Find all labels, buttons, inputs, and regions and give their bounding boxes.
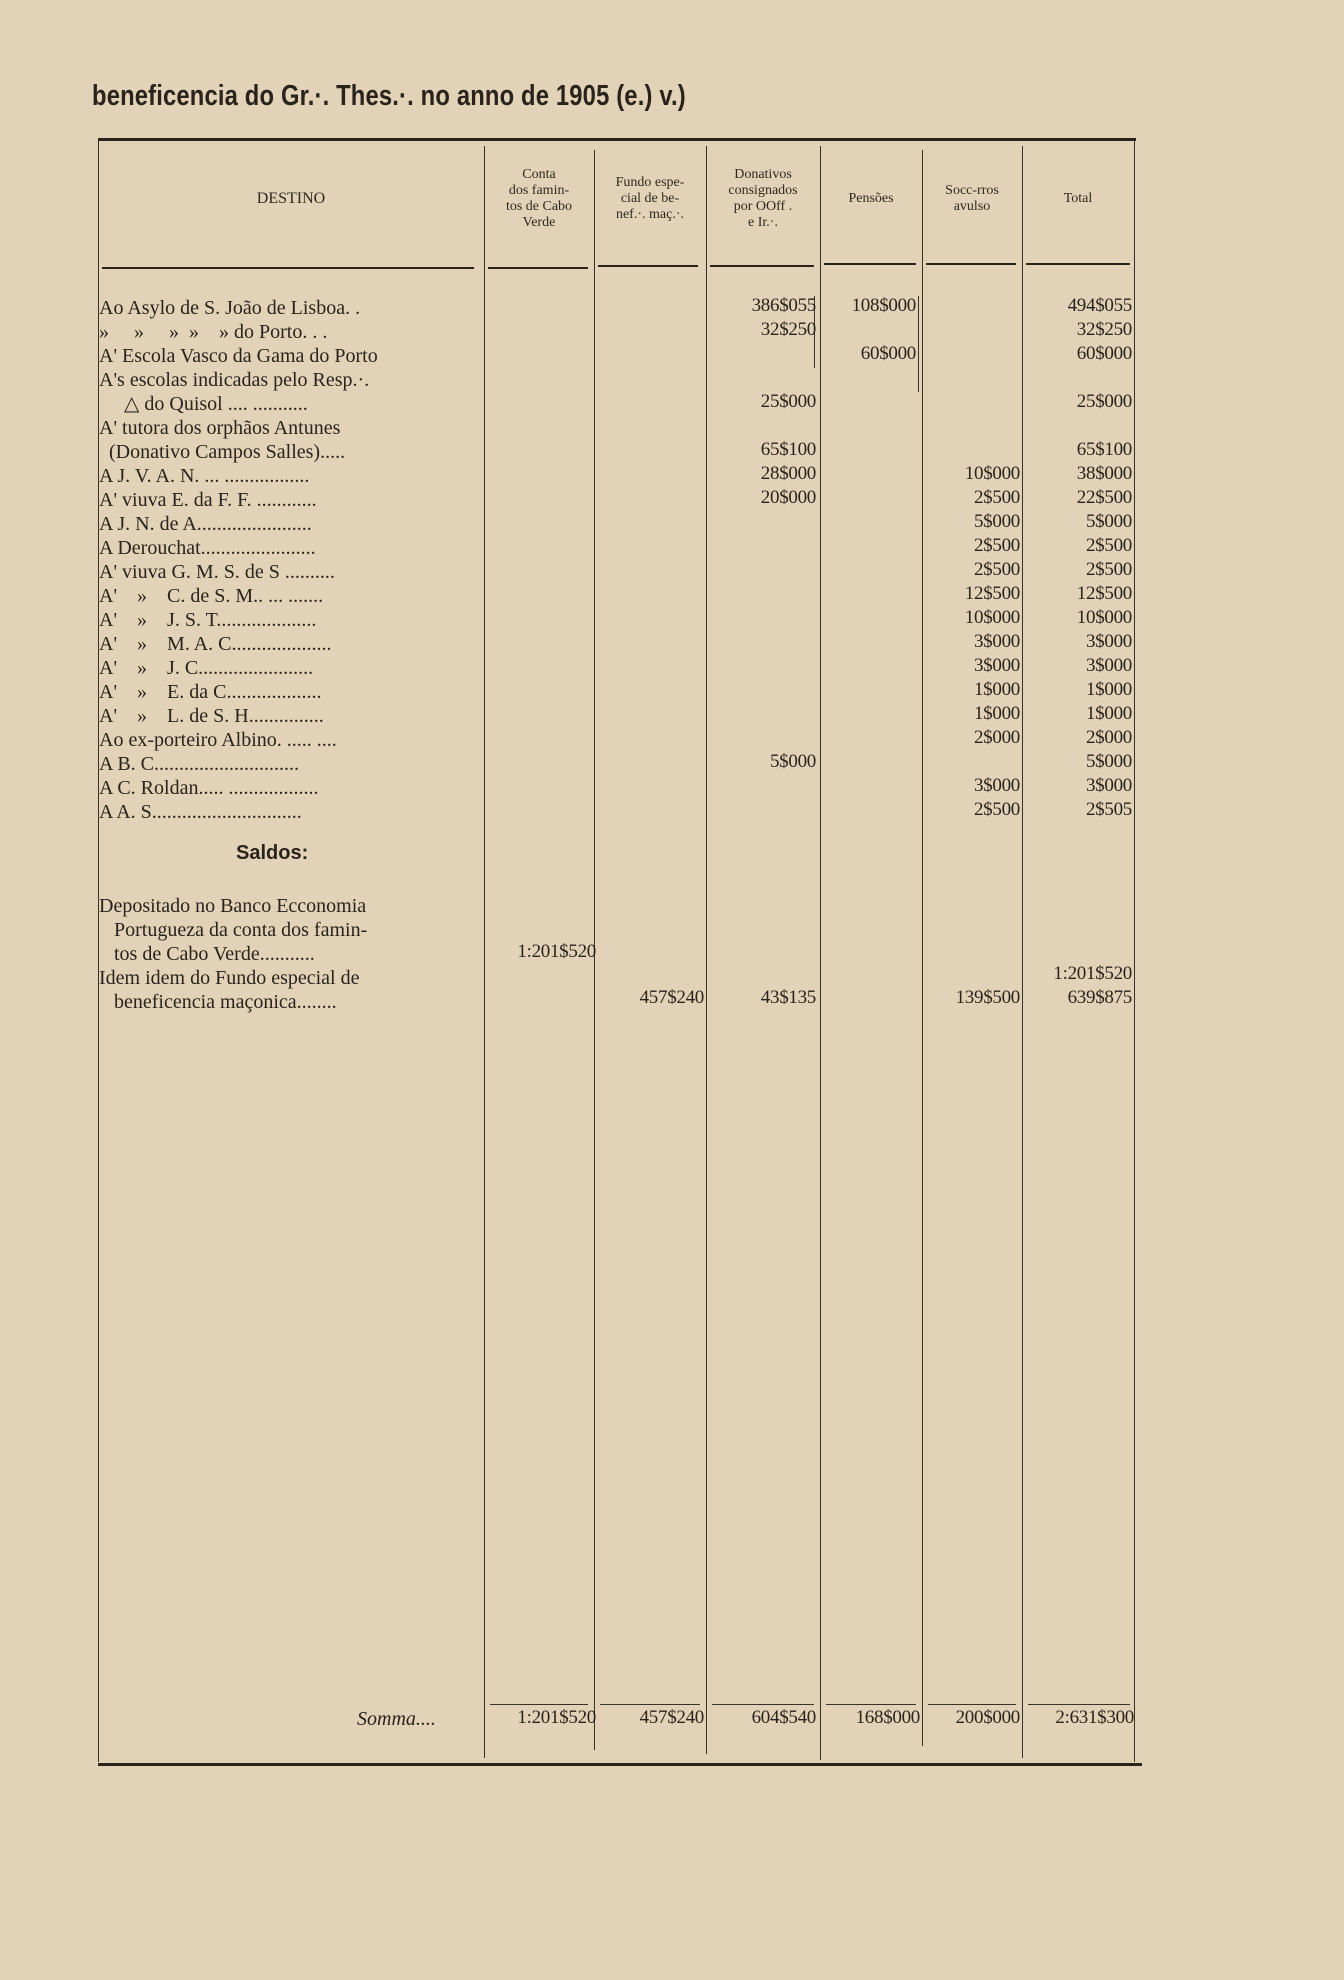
amount-total: 2$500 <box>1085 559 1132 580</box>
amount-total: 5$000 <box>1085 751 1132 772</box>
header-pensoes: Pensões <box>848 191 894 206</box>
amount-socorros: 2$500 <box>973 799 1020 820</box>
amount-total: 3$000 <box>1085 775 1132 796</box>
column-divider <box>1022 146 1023 1758</box>
somma-socorros: 200$000 <box>955 1707 1020 1728</box>
destino-line: A' viuva G. M. S. de S .......... <box>99 561 335 583</box>
header-rule <box>1026 263 1130 265</box>
somma-rule <box>712 1704 814 1705</box>
amount-total: 38$000 <box>1076 463 1132 484</box>
destino-line: A' » E. da C................... <box>99 681 322 703</box>
destino-line: Ao ex-porteiro Albino. ..... .... <box>99 729 337 751</box>
saldo-total: 1:201$520 <box>1053 963 1132 984</box>
destino-line: A' viuva E. da F. F. ............ <box>99 489 317 511</box>
header-fundo-especial: Fundo espe- cial de be- nef.·. maç.·. <box>615 175 685 222</box>
destino-line: A's escolas indicadas pelo Resp.·. <box>99 369 370 391</box>
destino-line: A B. C............................. <box>99 753 300 775</box>
amount-socorros: 10$000 <box>964 463 1020 484</box>
amount-pensoes: 108$000 <box>851 295 916 316</box>
somma-label: Somma.... <box>357 1708 436 1730</box>
amount-total: 1$000 <box>1085 703 1132 724</box>
saldo-socorros: 139$500 <box>955 987 1020 1008</box>
amount-donativos: 32$250 <box>760 319 816 340</box>
amount-socorros: 2$500 <box>973 535 1020 556</box>
saldos-line: Portugueza da conta dos famin- <box>99 919 368 941</box>
amount-socorros: 3$000 <box>973 631 1020 652</box>
amount-total: 12$500 <box>1076 583 1132 604</box>
amount-donativos: 28$000 <box>760 463 816 484</box>
amount-donativos: 65$100 <box>760 439 816 460</box>
saldo-total: 639$875 <box>1067 987 1132 1008</box>
amount-socorros: 1$000 <box>973 703 1020 724</box>
destino-line: A' » C. de S. M.. ... ....... <box>99 585 324 607</box>
destino-line: A' » L. de S. H............... <box>99 705 324 727</box>
saldo-conta: 1:201$520 <box>517 941 596 962</box>
amount-socorros: 12$500 <box>964 583 1020 604</box>
amount-donativos: 25$000 <box>760 391 816 412</box>
amount-donativos: 5$000 <box>769 751 816 772</box>
amount-total: 65$100 <box>1076 439 1132 460</box>
destino-line: A' » J. C....................... <box>99 657 314 679</box>
header-conta-famintos: Conta dos famin- tos de Cabo Verde <box>505 167 573 230</box>
header-rule <box>488 267 588 269</box>
column-divider <box>706 146 707 1754</box>
amount-total: 5$000 <box>1085 511 1132 532</box>
bottom-rule <box>98 1763 1142 1766</box>
amount-donativos: 386$055 <box>751 295 816 316</box>
saldo-donativos: 43$135 <box>760 987 816 1008</box>
header-rule <box>598 265 698 267</box>
amount-total: 3$000 <box>1085 631 1132 652</box>
somma-conta: 1:201$520 <box>517 1707 596 1728</box>
amount-total: 3$000 <box>1085 655 1132 676</box>
amount-total: 2$000 <box>1085 727 1132 748</box>
header-rule <box>824 263 916 265</box>
amount-donativos: 20$000 <box>760 487 816 508</box>
column-divider <box>922 150 923 1746</box>
somma-rule <box>600 1704 700 1705</box>
saldos-line: Depositado no Banco Ecconomia <box>99 895 367 917</box>
destino-line: Ao Asylo de S. João de Lisboa. . <box>99 297 361 319</box>
saldos-line: Idem idem do Fundo especial de <box>99 967 360 989</box>
amount-socorros: 2$500 <box>973 559 1020 580</box>
destino-line: A A. S.............................. <box>99 801 302 823</box>
amount-socorros: 2$500 <box>973 487 1020 508</box>
amount-total: 25$000 <box>1076 391 1132 412</box>
destino-line: A J. N. de A....................... <box>99 513 312 535</box>
amount-socorros: 3$000 <box>973 775 1020 796</box>
destino-line: » » » » » do Porto. . . <box>99 321 328 343</box>
somma-pensoes: 168$000 <box>855 1707 920 1728</box>
destino-line: A J. V. A. N. ... ................. <box>99 465 310 487</box>
header-destino: DESTINO <box>256 190 326 207</box>
header-rule <box>926 263 1016 265</box>
amount-total: 494$055 <box>1067 295 1132 316</box>
somma-rule <box>490 1704 588 1705</box>
amount-socorros: 5$000 <box>973 511 1020 532</box>
saldo-fundo: 457$240 <box>639 987 704 1008</box>
somma-rule <box>928 1704 1016 1705</box>
amount-pensoes: 60$000 <box>860 343 916 364</box>
header-rule <box>102 267 474 269</box>
destino-line: A' tutora dos orphãos Antunes <box>99 417 341 439</box>
header-socorros: Socc-rros avulso <box>945 183 999 214</box>
somma-donativos: 604$540 <box>751 1707 816 1728</box>
row-tick <box>918 296 919 392</box>
destino-line: A Derouchat....................... <box>99 537 316 559</box>
column-divider <box>820 146 821 1760</box>
destino-line: A C. Roldan..... .................. <box>99 777 319 799</box>
destino-line: A' » J. S. T.................... <box>99 609 317 631</box>
header-donativos: Donativos consignados por OOff . e Ir.·. <box>728 167 798 230</box>
page-title: beneficencia do Gr.·. Thes.·. no anno de 1905 (e.) v.) <box>92 80 686 112</box>
amount-socorros: 10$000 <box>964 607 1020 628</box>
somma-rule <box>1028 1704 1130 1705</box>
amount-socorros: 2$000 <box>973 727 1020 748</box>
amount-total: 2$500 <box>1085 535 1132 556</box>
amount-socorros: 3$000 <box>973 655 1020 676</box>
amount-total: 22$500 <box>1076 487 1132 508</box>
amount-total: 1$000 <box>1085 679 1132 700</box>
amount-socorros: 1$000 <box>973 679 1020 700</box>
destino-line: A' Escola Vasco da Gama do Porto <box>99 345 378 367</box>
column-divider <box>484 146 485 1758</box>
somma-fundo: 457$240 <box>639 1707 704 1728</box>
saldos-line: tos de Cabo Verde........... <box>99 943 315 965</box>
amount-total: 60$000 <box>1076 343 1132 364</box>
saldos-line: beneficencia maçonica........ <box>99 991 337 1013</box>
somma-rule <box>826 1704 916 1705</box>
amount-total: 32$250 <box>1076 319 1132 340</box>
title-rule <box>98 138 1136 141</box>
header-rule <box>710 265 814 267</box>
destino-line: △ do Quisol .... ........... <box>99 393 308 415</box>
destino-line: (Donativo Campos Salles)..... <box>99 441 346 463</box>
column-divider <box>1134 140 1135 1762</box>
amount-total: 10$000 <box>1076 607 1132 628</box>
destino-line: A' » M. A. C.................... <box>99 633 332 655</box>
saldos-heading: Saldos: <box>236 842 309 864</box>
somma-total: 2:631$300 <box>1055 1707 1134 1728</box>
header-total: Total <box>1063 191 1093 206</box>
amount-total: 2$505 <box>1085 799 1132 820</box>
